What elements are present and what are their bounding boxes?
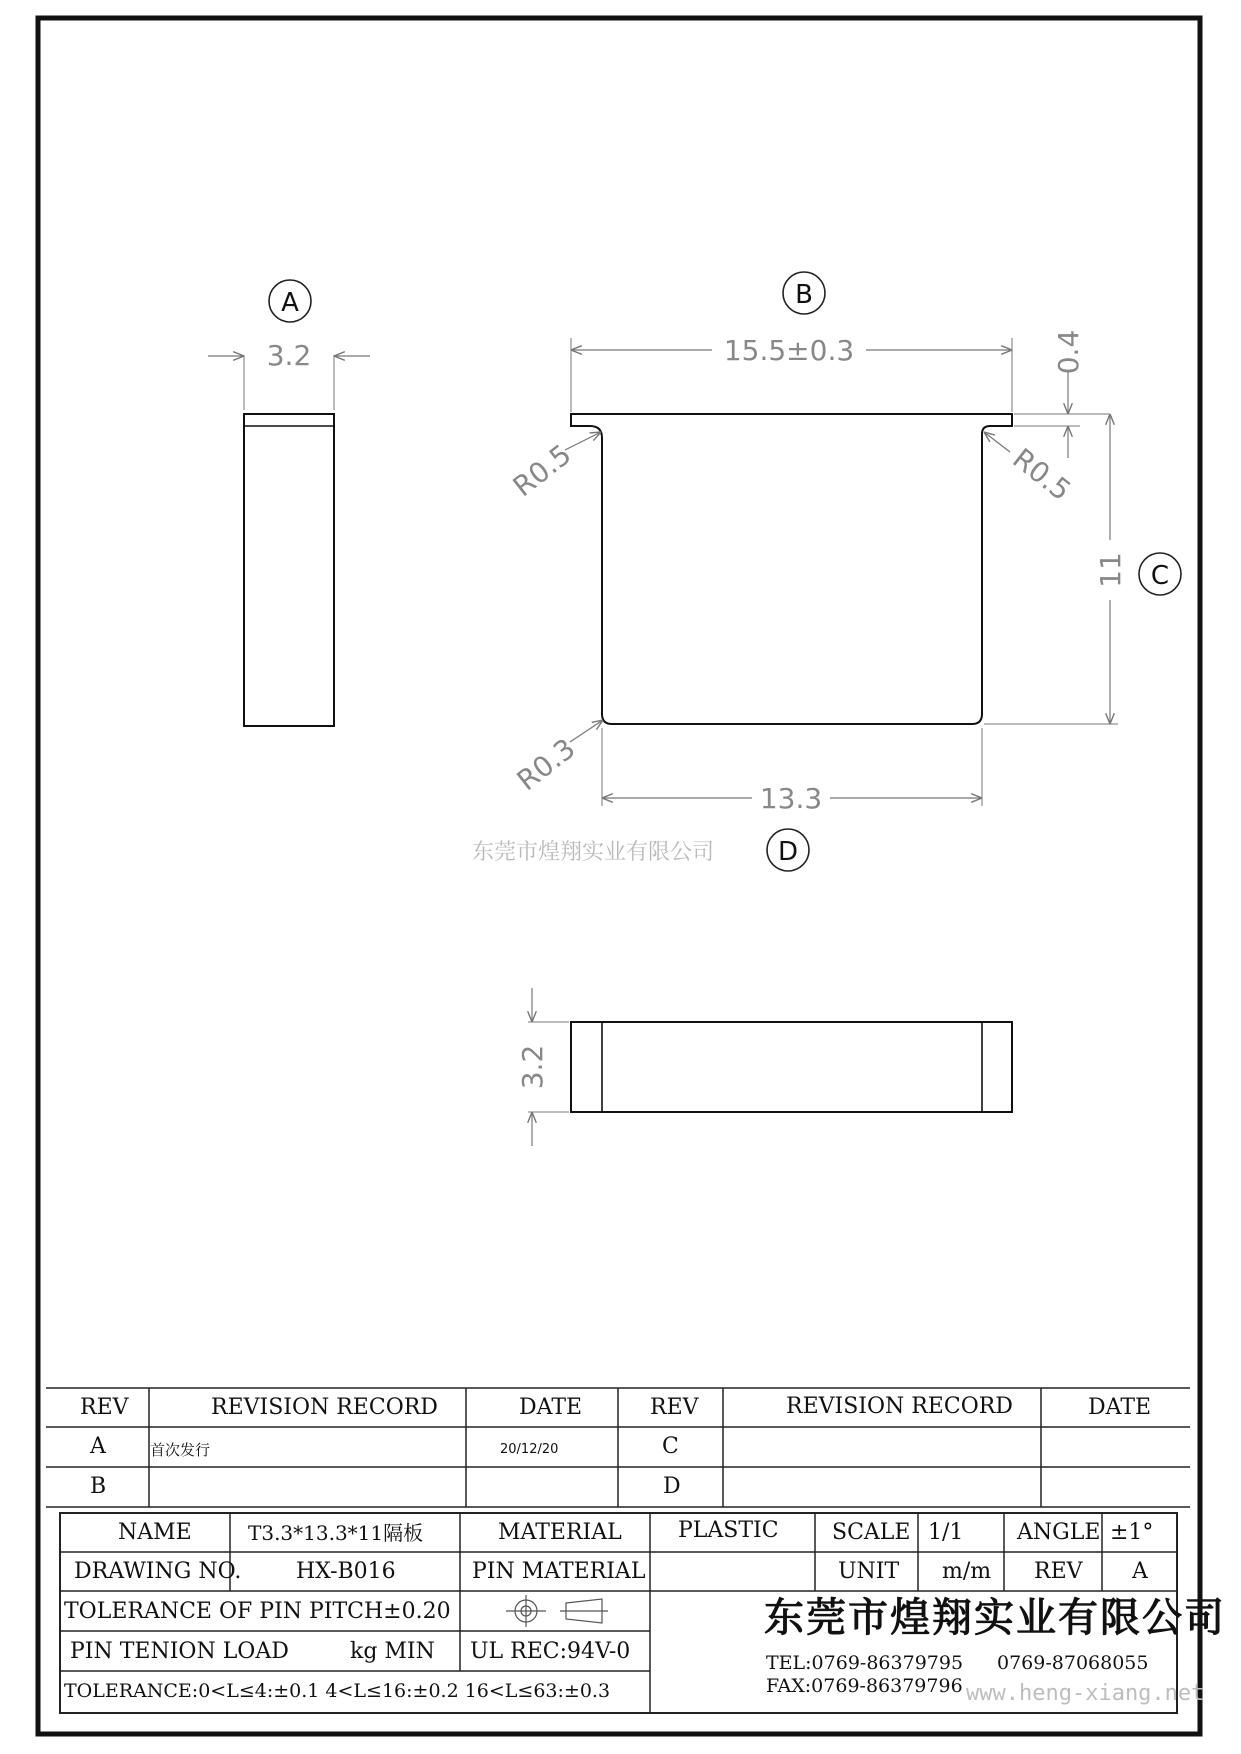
drawing-no-label: DRAWING NO.: [74, 1559, 242, 1584]
view-d-label: D: [777, 837, 799, 867]
pin-pitch-tolerance: TOLERANCE OF PIN PITCH±0.20: [64, 1599, 451, 1624]
view-a: [208, 280, 370, 726]
revision-record-cell: 首次发行: [150, 1441, 211, 1459]
rev-cell-2: D: [663, 1474, 681, 1499]
view-b-radius-right: R0.5: [1006, 441, 1078, 508]
radius-leader: [565, 432, 601, 450]
view-d: [516, 829, 1012, 1146]
view-d-dim-thickness: 3.2: [516, 1044, 549, 1090]
company-fax: FAX:0769-86379796: [766, 1675, 963, 1697]
rev-label: REV: [1034, 1559, 1083, 1584]
scale-label: SCALE: [832, 1520, 911, 1545]
view-b-radius-bottom: R0.3: [510, 731, 582, 798]
rev-header: REV: [80, 1395, 129, 1420]
revision-record-header-2: REVISION RECORD: [786, 1394, 1013, 1419]
radius-leader: [570, 720, 603, 742]
view-b-dim-height: 11: [1094, 552, 1127, 588]
view-a-dim-width: 3.2: [266, 339, 312, 372]
tolerance-line: TOLERANCE:0<L≤4:±0.1 4<L≤16:±0.2 16<L≤63:±0.3: [64, 1680, 611, 1702]
view-b-dim-lip: 0.4: [1052, 329, 1085, 375]
view-b: [507, 272, 1127, 815]
company-url: www.heng-xiang.net: [966, 1681, 1205, 1706]
sheet-border: [38, 18, 1200, 1734]
unit-value: m/m: [942, 1559, 992, 1584]
view-d-part: [571, 1022, 1012, 1112]
angle-label: ANGLE: [1017, 1520, 1101, 1545]
radius-leader: [984, 432, 1010, 452]
view-b-dim-bottom: 13.3: [759, 782, 823, 815]
angle-value: ±1°: [1110, 1520, 1154, 1545]
material-label: MATERIAL: [498, 1520, 622, 1545]
view-c-label: C: [1150, 561, 1170, 591]
ul-rec: UL REC:94V-0: [470, 1639, 631, 1664]
view-b-radius-left: R0.5: [506, 437, 578, 504]
company-name: 东莞市煌翔实业有限公司: [764, 1594, 1226, 1641]
unit-label: UNIT: [838, 1559, 900, 1584]
view-b-dim-top: 15.5±0.3: [723, 334, 855, 367]
scale-value: 1/1: [928, 1520, 964, 1545]
date-cell: 20/12/20: [500, 1442, 559, 1457]
rev-header-2: REV: [650, 1395, 699, 1420]
name-value: T3.3*13.3*11隔板: [248, 1521, 424, 1545]
revision-record-header: REVISION RECORD: [211, 1395, 438, 1420]
material-value: PLASTIC: [678, 1518, 779, 1543]
drawing-no-value: HX-B016: [296, 1559, 396, 1584]
watermark-text: 东莞市煌翔实业有限公司: [472, 840, 715, 865]
view-a-part: [244, 414, 334, 726]
date-header: DATE: [519, 1395, 583, 1420]
name-label: NAME: [118, 1520, 192, 1545]
company-tel: TEL:0769-86379795: [766, 1652, 964, 1674]
company-tel-2: 0769-87068055: [997, 1652, 1149, 1674]
view-c: [1139, 553, 1181, 595]
view-b-label: B: [795, 280, 813, 310]
pin-tension-unit: kg MIN: [350, 1639, 435, 1664]
rev-cell: B: [90, 1474, 107, 1499]
rev-cell: A: [90, 1434, 106, 1459]
pin-tension-label: PIN TENION LOAD: [70, 1639, 289, 1664]
projection-symbol: [506, 1595, 608, 1627]
view-b-part: [571, 414, 1012, 724]
pin-material-label: PIN MATERIAL: [472, 1559, 646, 1584]
view-a-label: A: [281, 288, 299, 318]
date-header-2: DATE: [1088, 1395, 1152, 1420]
rev-value: A: [1132, 1559, 1148, 1584]
rev-cell-2: C: [662, 1434, 679, 1459]
